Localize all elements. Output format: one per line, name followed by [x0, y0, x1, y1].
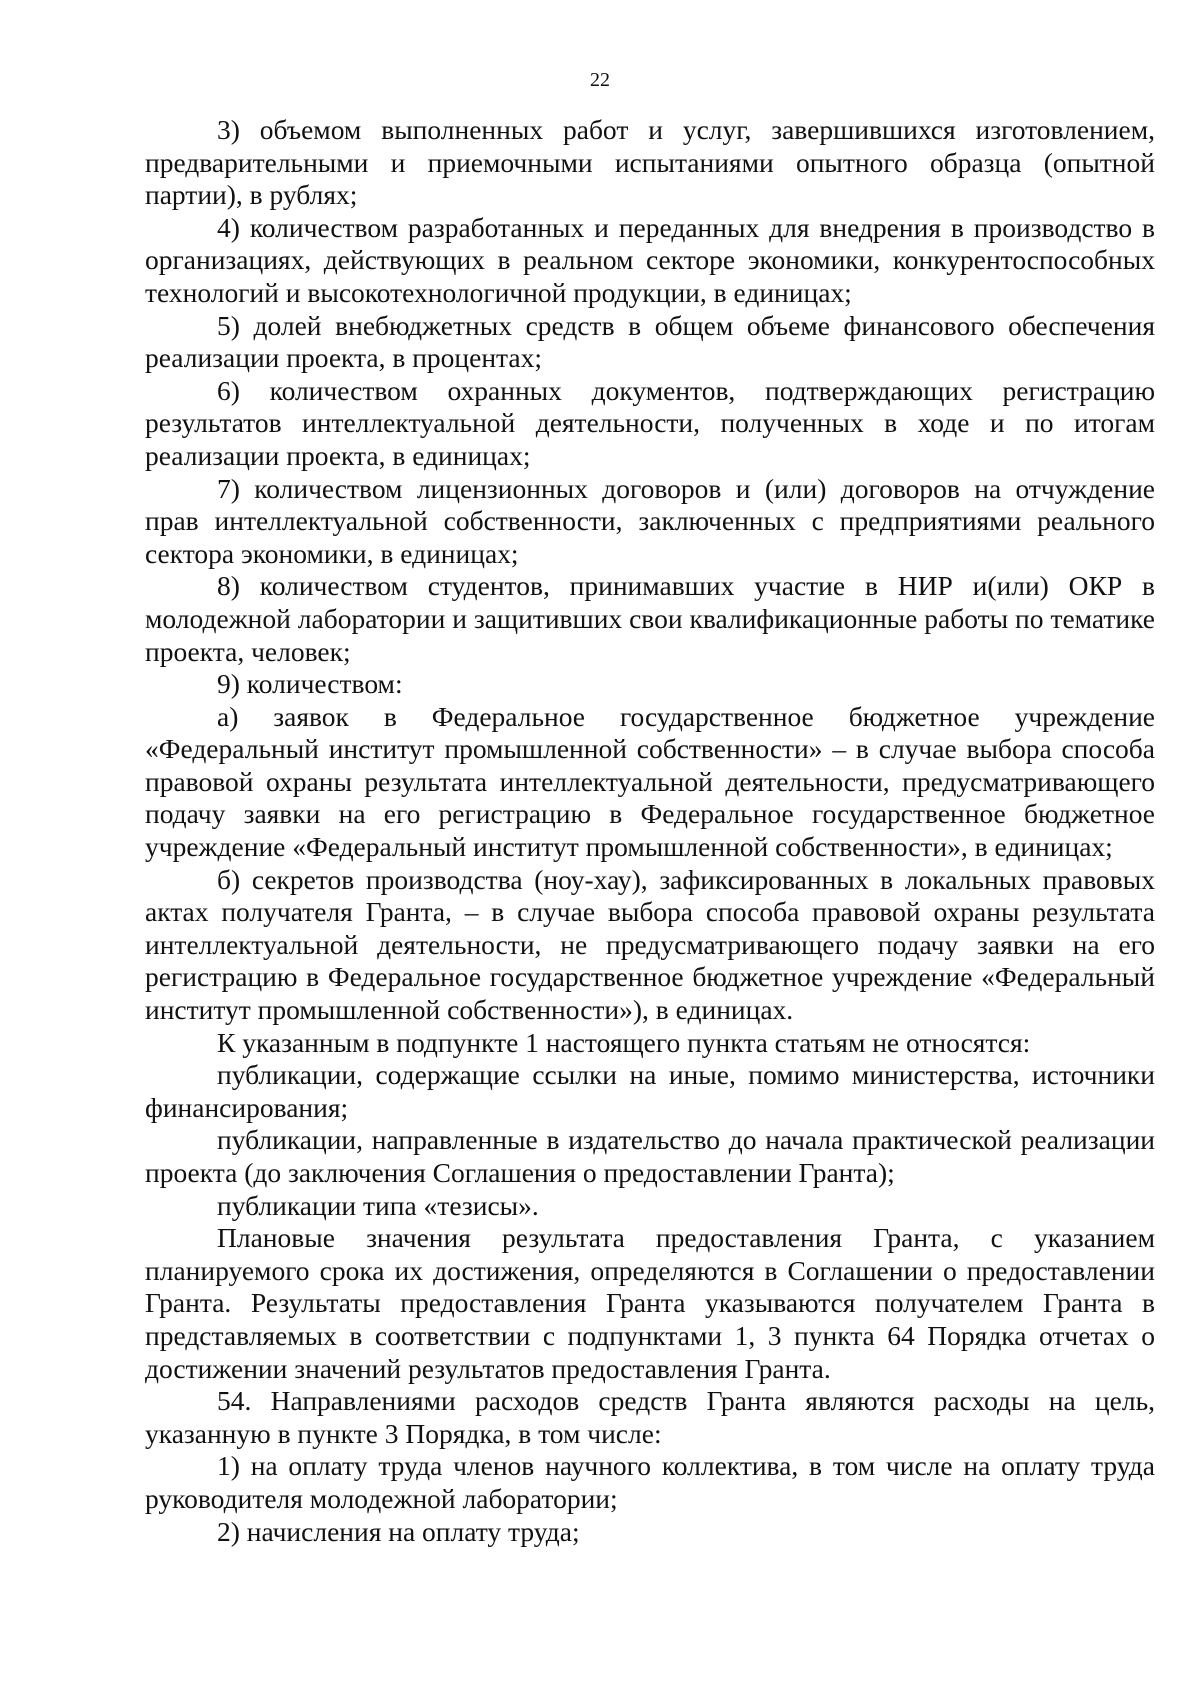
paragraph-exclusion-2: публикации, направленные в издательство до начала практической реализации проекта (до заключения Соглашения о предоставлении Гранта); — [145, 1124, 1155, 1188]
page-number: 22 — [590, 69, 610, 91]
paragraph-expense-1: 1) на оплату труда членов научного коллектива, в том числе на оплату труда руководителя молодежной лаборатории; — [145, 1450, 1155, 1514]
paragraph-expense-2: 2) начисления на оплату труда; — [217, 1515, 580, 1547]
paragraph-item-9: 9) количеством: — [217, 668, 403, 700]
document-body — [145, 114, 1155, 1548]
paragraph-item-7: 7) количеством лицензионных договоров и (или) договоров на отчуждение прав интеллектуальной собственности, заключенных с предприятиями реального сектора экономики, в единицах; — [145, 472, 1155, 569]
paragraph-section-54: 54. Направлениями расходов средств Гранта являются расходы на цель, указанную в пункте 3 Порядка, в том числе: — [145, 1385, 1155, 1449]
paragraph-subitem-b: б) секретов производства (ноу-хау), зафиксированных в локальных правовых актах получателя Гранта, – в случае выбора способа правовой охраны результата интеллектуальной деятельности, не предусматривающего подачу заявки на его регистрацию в Федеральное государственное бюджетное учреждение «Федеральный институт промышленной собственности»), в единицах. — [145, 863, 1155, 1026]
paragraph-item-5: 5) долей внебюджетных средств в общем объеме финансового обеспечения реализации проекта, в процентах; — [145, 309, 1155, 374]
paragraph-item-4: 4) количеством разработанных и переданных для внедрения в производство в организациях, действующих в реальном секторе экономики, конкурентоспособных технологий и высокотехнологичной продукции, в единицах; — [145, 211, 1155, 308]
paragraph-planned-values: Плановые значения результата предоставления Гранта, с указанием планируемого срока их достижения, определяются в Соглашении о предоставлении Гранта. Результаты предоставления Гранта указываются получателем Гранта в представляемых в соответствии с подпунктами 1, 3 пункта 64 Порядка отчетах о достижении значений результатов предоставления Гранта. — [145, 1222, 1155, 1384]
paragraph-item-3: 3) объемом выполненных работ и услуг, завершившихся изготовлением, предварительными и приемочными испытаниями опытного образца (опытной партии), в рублях; — [145, 114, 1155, 211]
paragraph-exclusion-1: публикации, содержащие ссылки на иные, помимо министерства, источники финансирования; — [145, 1059, 1155, 1123]
paragraph-item-8: 8) количеством студентов, принимавших участие в НИР и(или) ОКР в молодежной лаборатории и защитивших свои квалификационные работы по тематике проекта, человек; — [145, 570, 1155, 667]
paragraph-exclusions-intro: К указанным в подпункте 1 настоящего пункта статьям не относятся: — [217, 1026, 1031, 1058]
paragraph-item-6: 6) количеством охранных документов, подтверждающих регистрацию результатов интеллектуальной деятельности, полученных в ходе и по итогам реализации проекта, в единицах; — [145, 374, 1155, 471]
paragraph-exclusion-3: публикации типа «тезисы». — [217, 1189, 539, 1221]
paragraph-subitem-a: а) заявок в Федеральное государственное бюджетное учреждение «Федеральный институт промышленной собственности» – в случае выбора способа правовой охраны результата интеллектуальной деятельности, предусматривающего подачу заявки на его регистрацию в Федеральное государственное бюджетное учреждение «Федеральный институт промышленной собственности», в единицах; — [145, 700, 1155, 863]
